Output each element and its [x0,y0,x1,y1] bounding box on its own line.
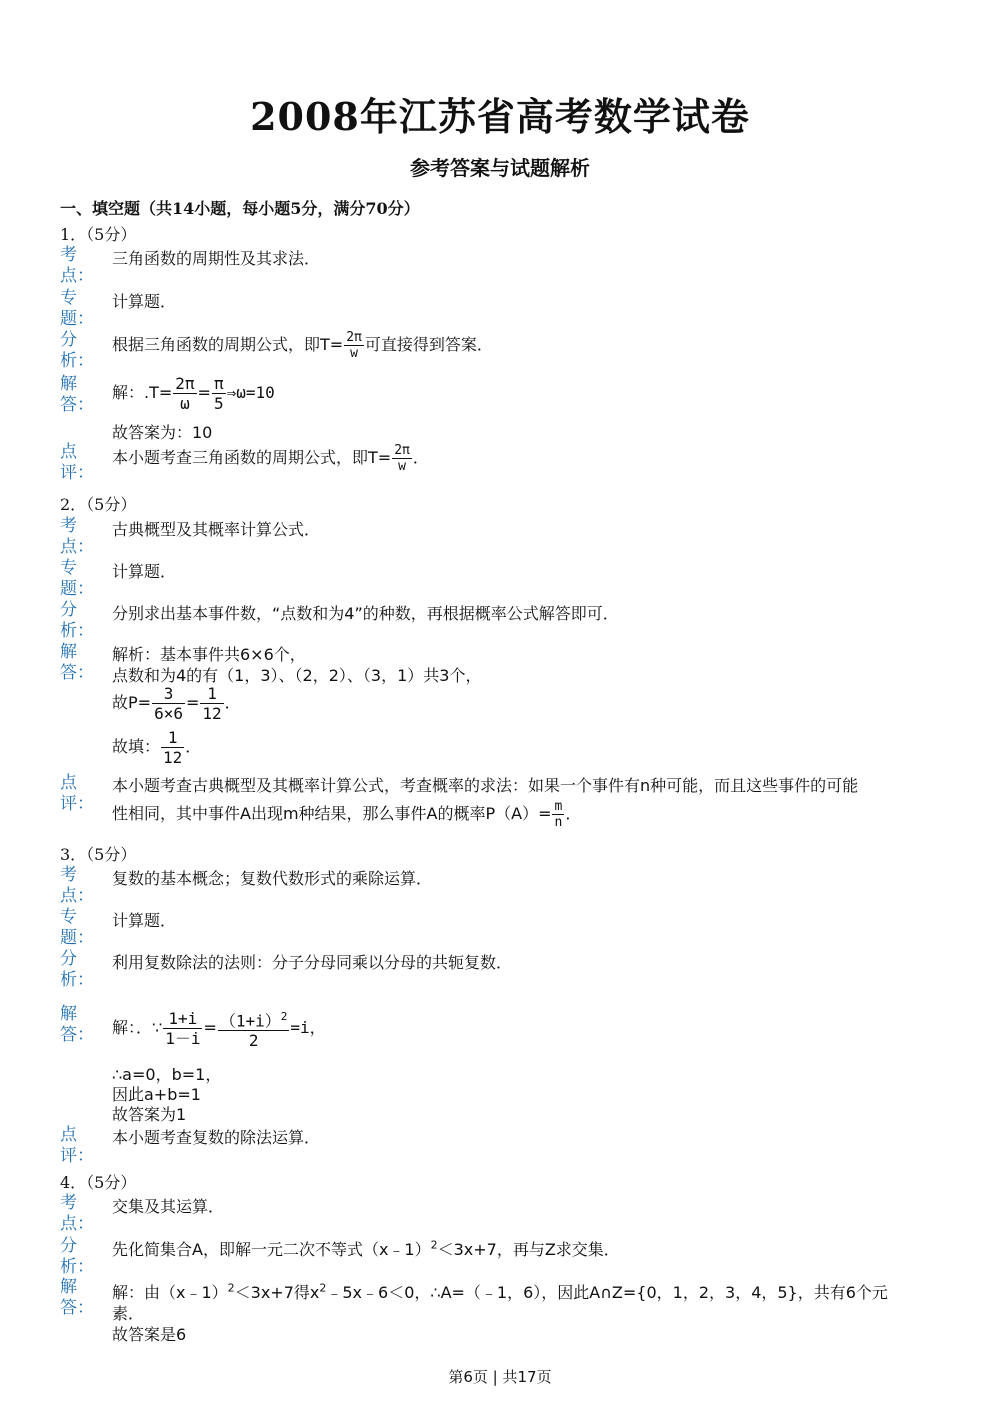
label-zhuanti: 专 题： [60,288,94,329]
label-zhuanti: 专 题： [60,907,94,948]
q3-jieda-text: 解：．∵ $\frac{1+i}{1-i}$ = $\frac{(1+i)^2}{2}$ =i， [112,1007,326,1050]
page-subtitle: 参考答案与试题解析 [410,156,590,180]
q1-fenxi-text: 根据三角函数的周期公式，即T= $\frac{2\pi}{w}$ 可直接得到答案． [112,330,493,361]
q3-jieda-line-4: 故答案为1 [112,1105,187,1124]
fraction: $\frac{2\pi}{w}$ [346,330,362,361]
q1-jieda-answer: 故答案为：10 [112,423,213,442]
q4-jieda-line-2: 素． [112,1304,145,1323]
page-footer: 第6页 | 共17页 [448,1368,552,1386]
question-3-heading: 3．（5分） [60,845,137,864]
q2-dianping-line-2: 性相同，其中事件A出现m种结果，那么事件A的概率P（A）= $\frac{m}{n}$ ． [112,799,582,830]
q1-dianping-text: 本小题考查三角函数的周期公式，即T= $\frac{2\pi}{w}$ ． [112,443,429,474]
label-kaodian: 考 点： [60,1193,94,1234]
q2-fenxi-text: 分别求出基本事件数，“点数和为4”的种数，再根据概率公式解答即可． [112,604,619,623]
fraction: $\frac{1+i}{1-i}$ [165,1009,201,1049]
q3-dianping-text: 本小题考查复数的除法运算． [112,1128,321,1147]
fraction: $\frac{2\pi}{w}$ [394,443,410,474]
question-1-heading: 1．（5分） [60,225,137,244]
fraction: $\frac{(1+i)^2}{2}$ [218,1007,290,1050]
question-2-heading: 2．（5分） [60,495,137,514]
fraction: $\frac{1}{12}$ [202,684,222,723]
label-dianping: 点 评： [60,442,94,483]
label-fenxi: 分 析： [60,330,94,371]
fraction: $\frac{m}{n}$ [554,799,563,830]
q4-kaodian-text: 交集及其运算． [112,1197,225,1216]
label-fenxi: 分 析： [60,949,94,990]
q2-zhuanti-text: 计算题． [112,562,177,581]
label-dianping: 点 评： [60,1125,94,1166]
q3-zhuanti-text: 计算题． [112,911,177,930]
q2-dianping-line-1: 本小题考查古典概型及其概率计算公式，考查概率的求法：如果一个事件有n种可能，而且这些事件的可能 [112,776,859,795]
q2-jieda-line-1: 解析：基本事件共6×6个， [112,645,306,664]
q3-kaodian-text: 复数的基本概念；复数代数形式的乘除运算． [112,869,433,888]
section-heading: 一、填空题（共14小题，每小题5分，满分70分） [60,199,420,218]
fraction: $\frac{3}{6\times 6}$ [154,684,183,723]
q2-jieda-line-3: 故P= $\frac{3}{6\times 6}$ = $\frac{1}{12}$ ． [112,684,241,723]
fraction: $\frac{1}{12}$ [163,728,183,767]
q4-jieda-line-3: 故答案是6 [112,1325,187,1344]
label-jieda: 解 答： [60,1004,94,1045]
q1-kaodian-text: 三角函数的周期性及其求法． [112,249,321,268]
label-kaodian: 考 点： [60,245,94,286]
label-zhuanti: 专 题： [60,558,94,599]
q4-fenxi-text: 先化简集合A，即解一元二次不等式（x﹣1）$^2$＜3x+7，再与Z求交集． [112,1238,620,1259]
q3-jieda-line-2: ∴a=0，b=1， [112,1065,222,1084]
q1-jieda-text: 解：.T= $\frac{2\pi}{\omega}$ = $\frac{\pi}{5}$ ⇒ω=10 [112,374,275,413]
fraction: $\frac{\pi}{5}$ [213,374,224,413]
label-dianping: 点 评： [60,773,94,814]
q3-fenxi-text: 利用复数除法的法则：分子分母同乘以分母的共轭复数． [112,953,513,972]
q4-jieda-line-1: 解：由（x﹣1）$^2$＜3x+7得$x^2﹣5x﹣6<0$，∴A=（﹣1，6），因此A∩Z={0，1，2，3，4，5}，共有6个元 [112,1281,888,1302]
label-kaodian: 考 点： [60,865,94,906]
label-fenxi: 分 析： [60,600,94,641]
question-4-heading: 4．（5分） [60,1173,137,1192]
label-jieda: 解 答： [60,374,94,415]
fraction: $\frac{2\pi}{\omega}$ [175,374,195,413]
label-jieda: 解 答： [60,642,94,683]
label-jieda: 解 答： [60,1277,94,1318]
q3-jieda-line-3: 因此a+b=1 [112,1085,201,1104]
q2-kaodian-text: 古典概型及其概率计算公式． [112,520,321,539]
q2-jieda-line-4: 故填： $\frac{1}{12}$ ． [112,728,202,767]
q2-jieda-line-2: 点数和为4的有（1，3）、（2，2）、（3，1）共3个， [112,666,482,685]
label-kaodian: 考 点： [60,516,94,557]
page-title: 2008年江苏省高考数学试卷 [250,94,750,139]
q1-zhuanti-text: 计算题． [112,292,177,311]
label-fenxi: 分 析： [60,1236,94,1277]
